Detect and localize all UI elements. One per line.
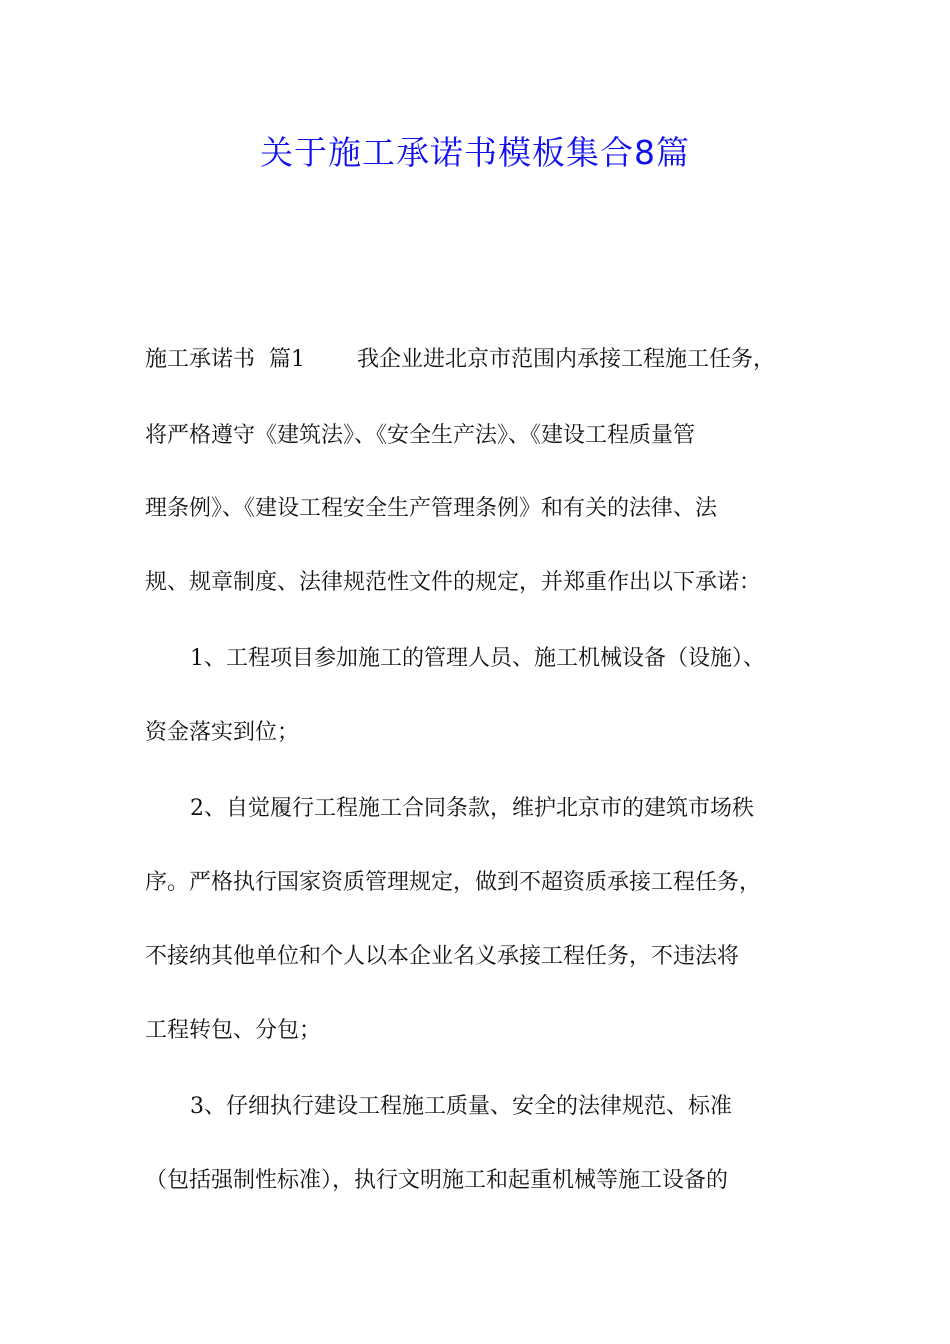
item-1-line-1: 1、工程项目参加施工的管理人员、施工机械设备（设施）、 — [190, 646, 765, 671]
item-2-line-2: 序。严格执行国家资质管理规定，做到不超资质承接工程任务， — [145, 870, 762, 895]
paragraph-line-4: 规、规章制度、法律规范性文件的规定，并郑重作出以下承诺： — [145, 570, 762, 595]
intro-text: 我企业进北京市范围内承接工程施工任务， — [356, 347, 775, 372]
section-heading: 施工承诺书 篇1 — [145, 347, 305, 372]
paragraph-line-2: 将严格遵守《建筑法》、《安全生产法》、《建设工程质量管 — [145, 423, 696, 448]
paragraph-line-3: 理条例》、《建设工程安全生产管理条例》和有关的法律、法 — [145, 496, 718, 521]
item-1-line-2: 资金落实到位； — [145, 720, 300, 745]
item-2-line-1: 2、自觉履行工程施工合同条款，维护北京市的建筑市场秩 — [190, 796, 754, 821]
paragraph-line-1 — [145, 340, 815, 380]
item-2-line-4: 工程转包、分包； — [145, 1018, 322, 1043]
item-3-line-2: （包括强制性标准），执行文明施工和起重机械等施工设备的 — [145, 1168, 729, 1193]
item-3-line-1: 3、仔细执行建设工程施工质量、安全的法律规范、标准 — [190, 1094, 732, 1119]
item-2-line-3: 不接纳其他单位和个人以本企业名义承接工程任务，不违法将 — [145, 944, 740, 969]
document-title: 关于施工承诺书模板集合8篇 — [260, 133, 690, 172]
